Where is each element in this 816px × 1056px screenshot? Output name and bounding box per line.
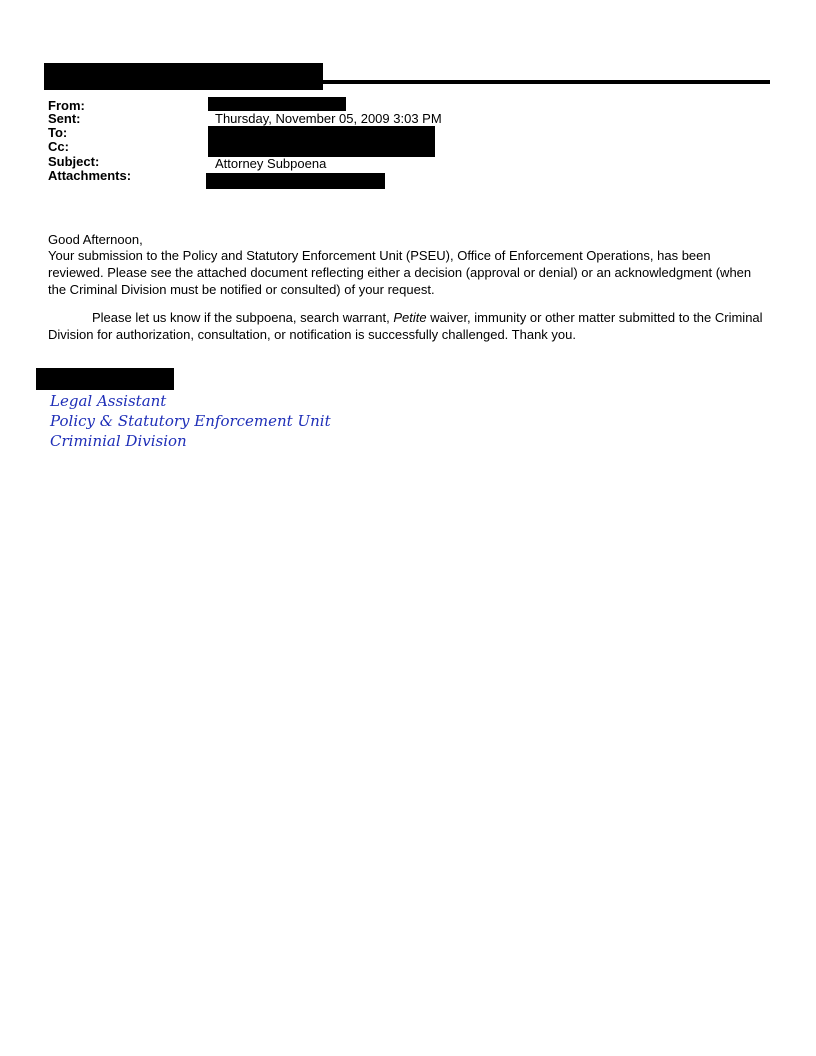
subject-label: Subject:: [48, 154, 100, 169]
greeting: [48, 231, 768, 248]
cc-label: Cc:: [48, 139, 69, 154]
signature-unit: Policy & Statutory Enforcement Unit: [50, 412, 331, 430]
paragraph-1: [48, 247, 768, 298]
attachments-label: Attachments:: [48, 168, 132, 183]
sent-value: Thursday, November 05, 2009 3:03 PM: [215, 111, 442, 126]
paragraph-2-end: waiver, immunity or other matter submitted to the Criminal Division for authorization, consultation, or notification is successfully challenged. Thank you.: [48, 310, 763, 342]
signature-division: Criminial Division: [50, 432, 187, 450]
header-rule: [323, 80, 770, 84]
petite-italic: Petite: [393, 310, 427, 325]
redacted-from-value: [208, 97, 346, 111]
redacted-to-cc-value: [208, 126, 435, 157]
paragraph-2-start: Please let us know if the subpoena, search warrant,: [92, 310, 394, 325]
to-label: To:: [48, 125, 68, 140]
subject-value: Attorney Subpoena: [215, 156, 327, 171]
redacted-attachments-value: [206, 173, 385, 189]
paragraph-1-text: Your submission to the Policy and Statutory Enforcement Unit (PSEU), Office of Enforcement Operations, has been reviewed. Please see the attached document reflecting either a decision (approval or denial) or an acknowledgment (when the Criminal Division must be notified or consulted) of your request.: [48, 248, 752, 297]
redacted-signer-name: [36, 368, 174, 390]
from-label: From:: [48, 98, 85, 113]
signature-title: Legal Assistant: [50, 392, 167, 410]
paragraph-2-text: [48, 309, 768, 343]
greeting-text: Good Afternoon,: [48, 232, 143, 247]
sent-label: Sent:: [48, 111, 81, 126]
paragraph-2: [48, 309, 768, 343]
redacted-sender-name-banner: [44, 63, 323, 90]
